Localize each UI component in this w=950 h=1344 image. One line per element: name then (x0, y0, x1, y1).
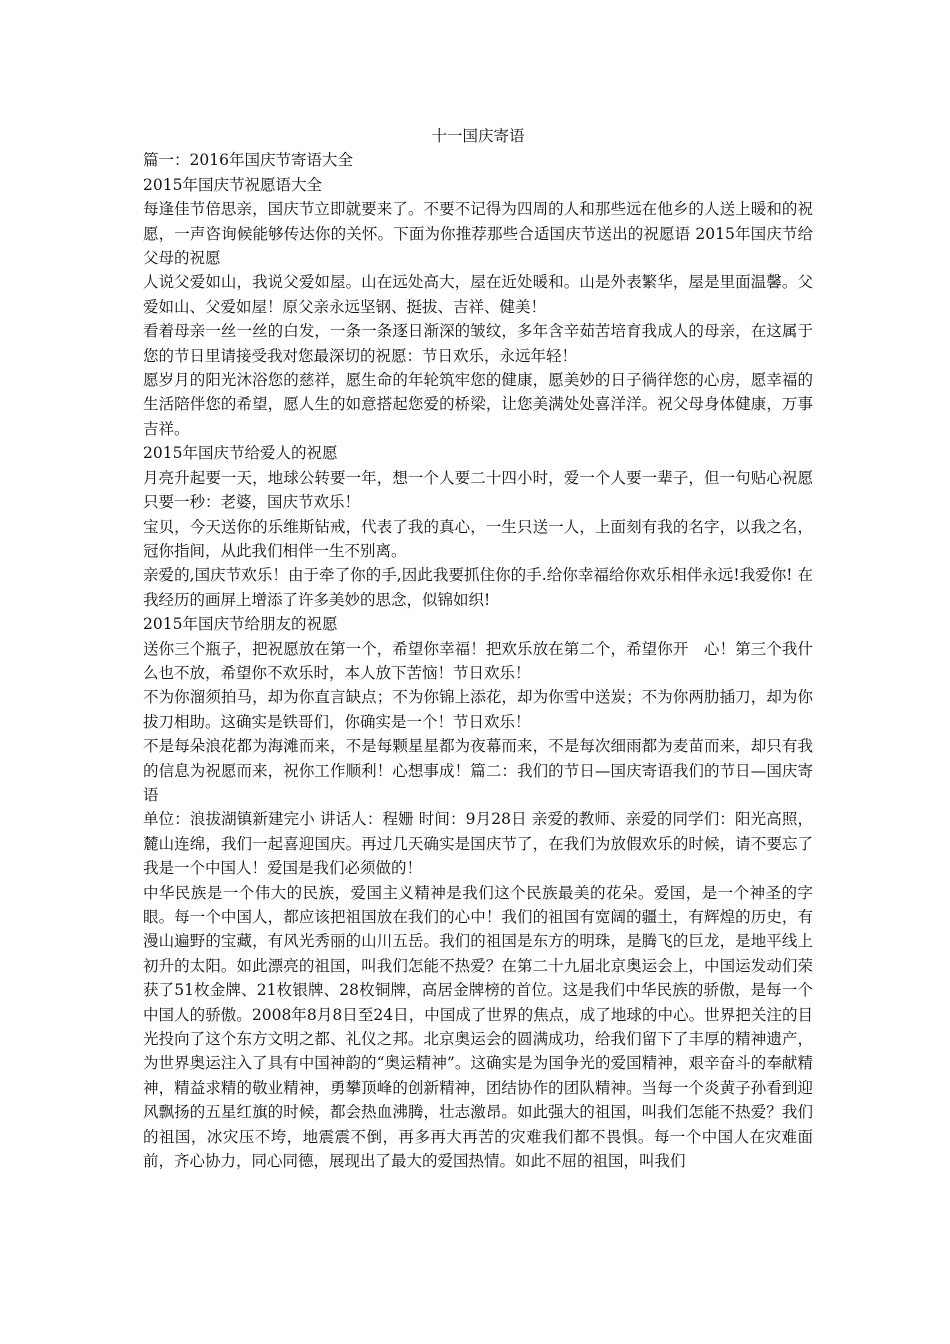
paragraph: 篇一：2016年国庆节寄语大全 (143, 151, 353, 170)
paragraph: 月亮升起要一天，地球公转要一年，想一个人要二十四小时，爱一个人要一辈子，但一句贴心祝愿只要一秒：老婆，国庆节欢乐！ (143, 468, 813, 512)
paragraph: 2015年国庆节给爱人的祝愿 (143, 444, 338, 463)
paragraph: 2015年国庆节给朋友的祝愿 (143, 615, 338, 634)
paragraph: 不是每朵浪花都为海滩而来，不是每颗星星都为夜幕而来，不是每次细雨都为麦苗而来，却只有我的信息为祝愿而来，祝你工作顺利！心想事成！篇二：我们的节日—国庆寄语我们的节日—国庆寄语 (143, 737, 813, 804)
document-title: 十一国庆寄语 (431, 127, 525, 145)
paragraph: 单位：浪拔湖镇新建完小 讲话人：程姗 时间：9月28日 亲爱的教师、亲爱的同学们：阳光高照，麓山连绵，我们一起喜迎国庆。再过几天确实是国庆节了，在我们为放假欢乐的时候，请不要忘了我是一个中国人！爱国是我们必须做的！ (143, 810, 813, 878)
paragraph: 2015年国庆节祝愿语大全 (143, 175, 322, 194)
paragraph: 亲爱的,国庆节欢乐！由于牵了你的手,因此我要抓住你的手.给你幸福给你欢乐相伴永远!我爱你! 在我经历的画屏上增添了许多美妙的思念，似锦如织! (143, 566, 813, 609)
paragraph: 人说父爱如山，我说父爱如屋。山在远处高大，屋在近处暖和。山是外表繁华，屋是里面温馨。父爱如山、父爱如屋！原父亲永远坚钢、挺拔、吉祥、健美！ (143, 273, 813, 316)
paragraph: 看着母亲一丝一丝的白发，一条一条逐日渐深的皱纹，多年含辛茹苦培育我成人的母亲，在这属于您的节日里请接受我对您最深切的祝愿：节日欢乐，永远年轻！ (143, 322, 813, 365)
paragraph: 送你三个瓶子，把祝愿放在第一个，希望你幸福！把欢乐放在第二个，希望你开 心！第三个我什么也不放，希望你不欢乐时，本人放下苦恼！节日欢乐！ (143, 639, 813, 682)
paragraph: 不为你溜须拍马，却为你直言缺点；不为你锦上添花，却为你雪中送炭；不为你两肋插刀，却为你拔刀相助。这确实是铁哥们，你确实是一个！节日欢乐！ (143, 688, 813, 731)
paragraph: 中华民族是一个伟大的民族，爱国主义精神是我们这个民族最美的花朵。爱国，是一个神圣的字眼。每一个中国人，都应该把祖国放在我们的心中！我们的祖国有宽阔的疆土，有辉煌的历史，有漫山遍野的宝藏，有风光秀丽的山川五岳。我们的祖国是东方的明珠，是腾飞的巨龙，是地平线上初升的太阳。如此漂亮的祖国，叫我们怎能不热爱？在第二十九届北京奥运会上，中国运发动们荣获了51枚金牌、21枚银牌、28枚铜牌，高居金牌榜的首位。这是我们中华民族的骄傲，是每一个中国人的骄傲。2008年8月8日至24日，中国成了世界的焦点，成了地球的中心。世界把关注的目光投向了这个东方文明之都、礼仪之邦。北京奥运会的圆满成功，给我们留下了丰厚的精神遗产，为世界奥运注入了具有中国神韵的“奥运精神”。这确实是为国争光的爱国精神，艰辛奋斗的奉献精神，精益求精的敬业精神，勇攀顶峰的创新精神，团结协作的团队精神。当每一个炎黄子孙看到迎风飘扬的五星红旗的时候，都会热血沸腾，壮志激昂。如此强大的祖国，叫我们怎能不热爱？我们的祖国，冰灾压不垮，地震震不倒，再多再大再苦的灾难我们都不畏惧。每一个中国人在灾难面前，齐心协力，同心同德，展现出了最大的爱国热情。如此不屈的祖国，叫我们 (143, 883, 813, 1171)
document-body (143, 124, 813, 1173)
paragraph: 宝贝，今天送你的乐维斯钻戒，代表了我的真心，一生只送一人，上面刻有我的名字，以我之名，冠你指间，从此我们相伴一生不别离。 (143, 517, 813, 560)
paragraph: 每逢佳节倍思亲，国庆节立即就要来了。不要不记得为四周的人和那些远在他乡的人送上暖和的祝愿，一声咨询候能够传达你的关怀。下面为你推荐那些合适国庆节送出的祝愿语 2015年国庆节给父母的祝愿 (143, 200, 813, 268)
paragraph: 愿岁月的阳光沐浴您的慈祥，愿生命的年轮筑牢您的健康，愿美妙的日子徜徉您的心房，愿幸福的生活陪伴您的希望，愿人生的如意搭起您爱的桥梁，让您美满处处喜洋洋。祝父母身体健康，万事吉祥。 (143, 371, 813, 438)
